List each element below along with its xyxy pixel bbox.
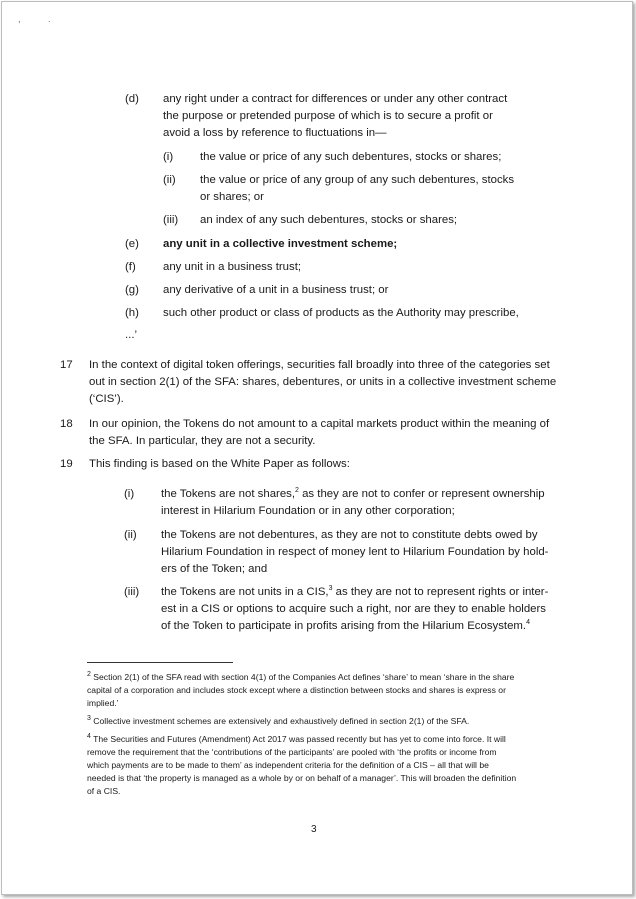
list-text-line: any derivative of a unit in a business trust; or — [163, 284, 389, 296]
footnote-line: remove the requirement that the ‘contributions of the participants’ are pooled with ‘the profits or income from — [87, 747, 497, 757]
list-text-line: any right under a contract for differences or under any other contract — [163, 93, 508, 105]
footnote-line: $^2$ Section 2(1) of the SFA read with section 4(1) of the Companies Act defines ‘share’ to mean ‘share in the share — [87, 671, 515, 682]
scan-mark: , — [18, 14, 21, 24]
footnote-ref: 2 — [295, 487, 299, 495]
footnote-divider — [87, 662, 233, 663]
scan-mark: . — [48, 14, 51, 24]
sublist-text-line: or shares; or — [200, 191, 264, 203]
page-number: 3 — [311, 824, 317, 835]
sublist-text-line: an index of any such debentures, stocks or shares; — [200, 214, 458, 226]
list-text-line: any unit in a business trust; — [163, 261, 302, 273]
list-label: (g) — [125, 284, 139, 296]
list-label: (h) — [125, 307, 139, 319]
footnote-line: needed is that ‘the property is managed as a whole by or on behalf of a manager’. This will broaden the definition — [87, 773, 517, 783]
footnote-line: of a CIS. — [87, 786, 121, 796]
finding-line: the Tokens are not debentures, as they are not to constitute debts owed by — [161, 529, 538, 541]
footnote-line: which payments are to be made to them’ as independent criteria for the definition of a CIS – all that will be — [87, 760, 489, 770]
finding-label: (i) — [124, 488, 135, 500]
finding-line: interest in Hilarium Foundation or in any other corporation; — [161, 505, 455, 517]
finding-line: Hilarium Foundation in respect of money lent to Hilarium Foundation by hold- — [161, 546, 549, 558]
list-label: (f) — [125, 261, 136, 273]
footnote-line: $^4$ The Securities and Futures (Amendment) Act 2017 was passed recently but has yet to come into force. It will — [87, 733, 506, 744]
paragraph-line: (‘CIS’). — [89, 393, 124, 405]
list-label: (e) — [125, 238, 139, 250]
footnote-ref: 4 — [526, 619, 530, 627]
paragraph-line: In the context of digital token offerings, securities fall broadly into three of the categories set — [89, 359, 550, 371]
finding-line: the Tokens are not shares,$^2$ as they are not to confer or represent ownership — [161, 487, 545, 500]
sublist-text-line: the value or price of any group of any such debentures, stocks — [200, 174, 515, 186]
document-page — [1, 1, 633, 895]
sublist-label: (iii) — [163, 214, 179, 226]
list-text-line: the purpose or pretended purpose of which is to secure a profit or — [163, 110, 493, 122]
sublist-label: (ii) — [163, 174, 176, 186]
paragraph-number: 19 — [60, 458, 73, 470]
paragraph-number: 18 — [60, 418, 73, 430]
list-text-line: such other product or class of products as the Authority may prescribe, — [163, 307, 519, 319]
sublist-label: (i) — [163, 151, 174, 163]
paragraph-number: 17 — [60, 359, 73, 371]
paragraph-line: out in section 2(1) of the SFA: shares, debentures, or units in a collective investment scheme — [89, 376, 557, 388]
finding-line: est in a CIS or options to acquire such a right, nor are they to enable holders — [161, 603, 546, 615]
footnote-ref: 3 — [328, 585, 333, 593]
quote-end: ...’ — [125, 329, 138, 341]
finding-line: ers of the Token; and — [161, 563, 268, 575]
sublist-text-line: the value or price of any such debentures, stocks or shares; — [200, 151, 502, 163]
paragraph-line: the SFA. In particular, they are not a security. — [89, 435, 316, 447]
paragraph-line: This finding is based on the White Paper as follows: — [89, 458, 350, 470]
finding-label: (iii) — [124, 586, 140, 598]
finding-line: of the Token to participate in profits arising from the Hilarium Ecosystem.$^4$ — [161, 619, 530, 632]
footnote-line: capital of a corporation and includes stock except where a distinction between stocks and shares is express or — [87, 685, 506, 695]
footnote-line: implied.’ — [87, 698, 119, 708]
finding-label: (ii) — [124, 529, 137, 541]
paragraph-line: In our opinion, the Tokens do not amount to a capital markets product within the meaning of — [89, 418, 550, 430]
list-text-line: avoid a loss by reference to fluctuations in— — [163, 127, 387, 139]
list-label: (d) — [125, 93, 139, 105]
finding-line: the Tokens are not units in a CIS,$^3$ as they are not to represent rights or inter- — [161, 585, 549, 598]
list-text-line: any unit in a collective investment scheme; — [163, 238, 398, 250]
footnote-line: $^3$ Collective investment schemes are extensively and exhaustively defined in section 2(1) of the SFA. — [87, 715, 470, 726]
